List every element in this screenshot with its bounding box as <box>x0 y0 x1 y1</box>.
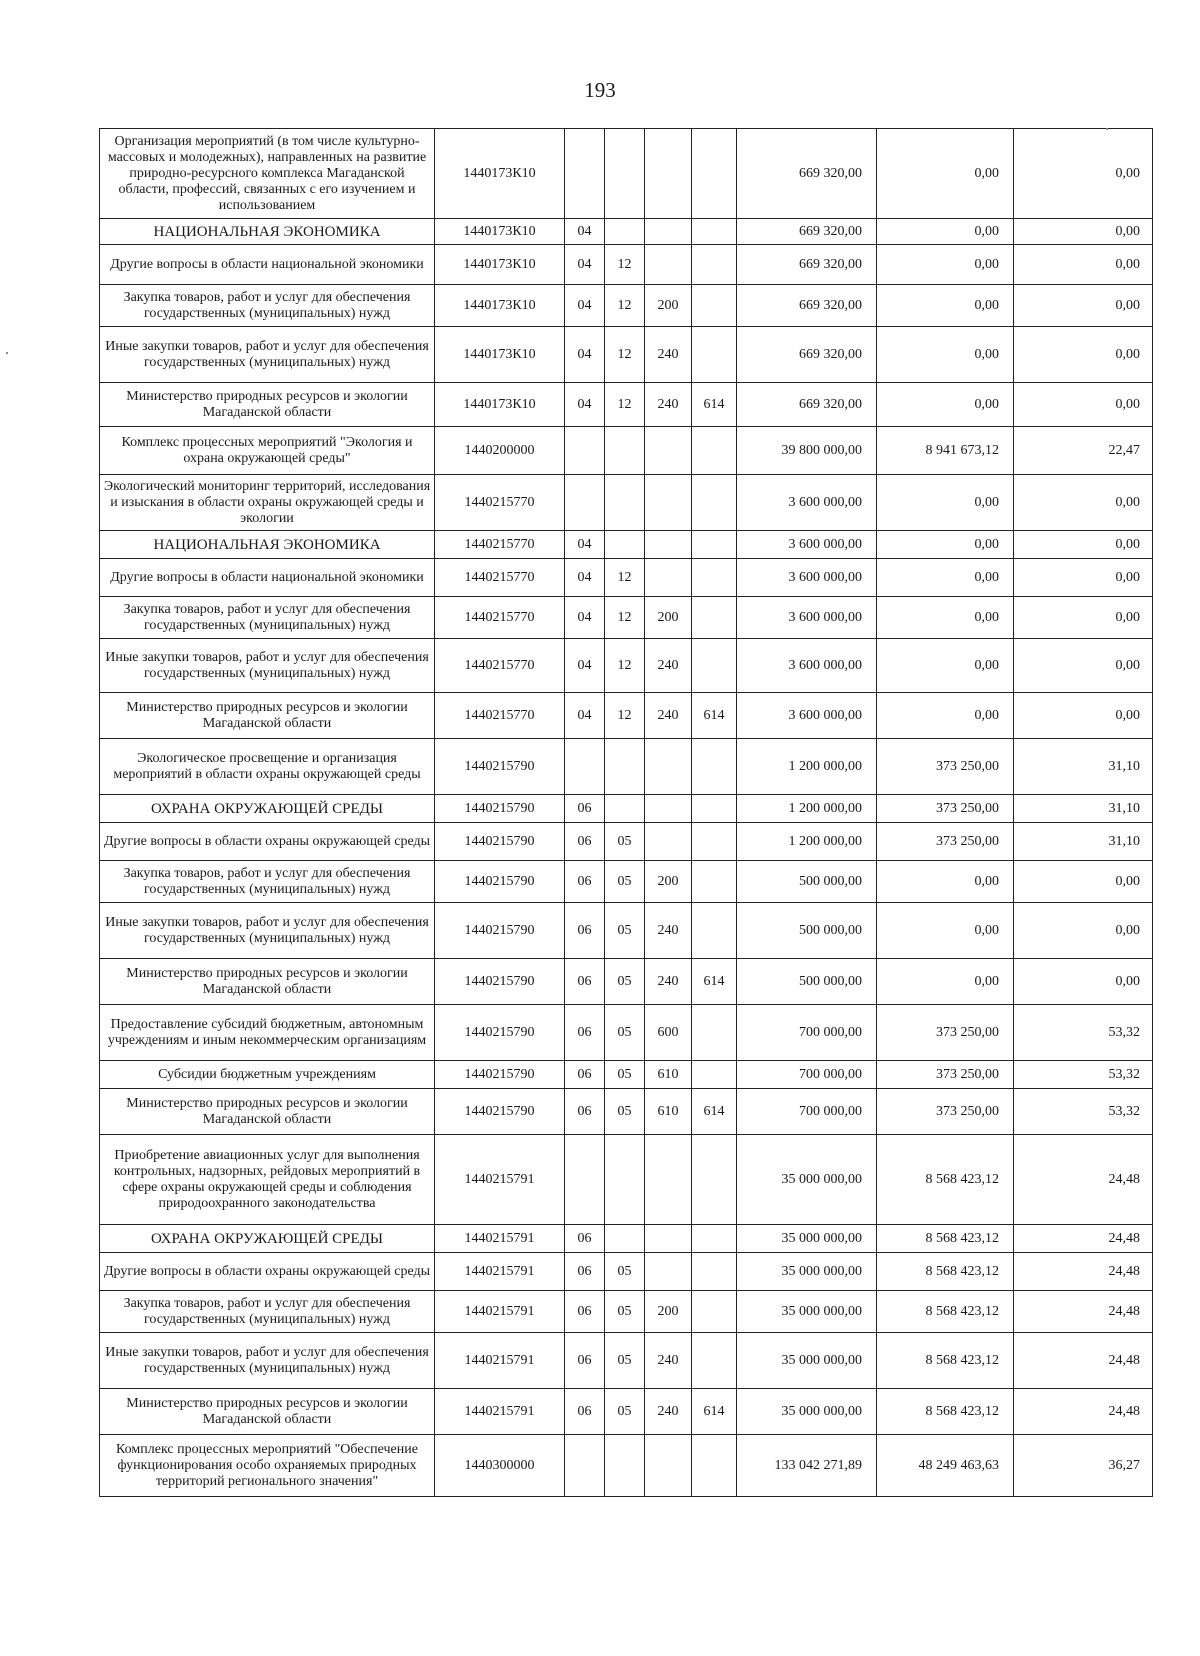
row-name: Министерство природных ресурсов и экологии Магаданской области <box>100 1089 435 1135</box>
execution-percent: 24,48 <box>1014 1253 1153 1291</box>
target-code: 1440215770 <box>435 693 565 739</box>
planned-amount: 3 600 000,00 <box>737 597 877 639</box>
section-code: 04 <box>565 327 605 383</box>
subsection-code <box>605 427 645 475</box>
planned-amount: 3 600 000,00 <box>737 693 877 739</box>
subsection-code: 12 <box>605 245 645 285</box>
table-row <box>100 1435 1153 1497</box>
section-code: 04 <box>565 383 605 427</box>
executed-amount: 0,00 <box>877 285 1014 327</box>
row-name: Комплекс процессных мероприятий "Обеспечение функционирования особо охраняемых природных территорий регионального значения" <box>100 1435 435 1497</box>
execution-percent: 24,48 <box>1014 1291 1153 1333</box>
executed-amount: 0,00 <box>877 219 1014 245</box>
section-code: 06 <box>565 1333 605 1389</box>
executed-amount: 373 250,00 <box>877 739 1014 795</box>
subsection-code: 05 <box>605 1253 645 1291</box>
executed-amount: 0,00 <box>877 559 1014 597</box>
executed-amount: 0,00 <box>877 245 1014 285</box>
expense-type-code: 240 <box>645 1389 692 1435</box>
subsection-code: 05 <box>605 1005 645 1061</box>
executed-amount: 8 941 673,12 <box>877 427 1014 475</box>
row-name: ОХРАНА ОКРУЖАЮЩЕЙ СРЕДЫ <box>100 795 435 823</box>
section-code <box>565 475 605 531</box>
planned-amount: 500 000,00 <box>737 861 877 903</box>
subsection-code <box>605 1135 645 1225</box>
executed-amount: 8 568 423,12 <box>877 1291 1014 1333</box>
row-name: Другие вопросы в области охраны окружающей среды <box>100 1253 435 1291</box>
executed-amount: 373 250,00 <box>877 1005 1014 1061</box>
expense-type-code: 240 <box>645 693 692 739</box>
row-name: Министерство природных ресурсов и экологии Магаданской области <box>100 1389 435 1435</box>
admin-code: 614 <box>692 959 737 1005</box>
execution-percent: 53,32 <box>1014 1005 1153 1061</box>
target-code: 1440215791 <box>435 1135 565 1225</box>
planned-amount: 39 800 000,00 <box>737 427 877 475</box>
planned-amount: 669 320,00 <box>737 383 877 427</box>
row-name: Другие вопросы в области национальной экономики <box>100 245 435 285</box>
execution-percent: 0,00 <box>1014 861 1153 903</box>
admin-code <box>692 531 737 559</box>
planned-amount: 669 320,00 <box>737 285 877 327</box>
admin-code <box>692 739 737 795</box>
section-code: 06 <box>565 1291 605 1333</box>
executed-amount: 0,00 <box>877 959 1014 1005</box>
subsection-code: 12 <box>605 285 645 327</box>
planned-amount: 35 000 000,00 <box>737 1225 877 1253</box>
planned-amount: 35 000 000,00 <box>737 1253 877 1291</box>
row-name: Другие вопросы в области охраны окружающей среды <box>100 823 435 861</box>
admin-code <box>692 1061 737 1089</box>
execution-percent: 0,00 <box>1014 245 1153 285</box>
subsection-code <box>605 129 645 219</box>
executed-amount: 0,00 <box>877 129 1014 219</box>
executed-amount: 8 568 423,12 <box>877 1389 1014 1435</box>
row-name: Иные закупки товаров, работ и услуг для обеспечения государственных (муниципальных) нужд <box>100 1333 435 1389</box>
table-row <box>100 531 1153 559</box>
planned-amount: 35 000 000,00 <box>737 1333 877 1389</box>
target-code: 1440215790 <box>435 1005 565 1061</box>
planned-amount: 133 042 271,89 <box>737 1435 877 1497</box>
row-name: Комплекс процессных мероприятий "Экология и охрана окружающей среды" <box>100 427 435 475</box>
table-row <box>100 739 1153 795</box>
expense-type-code <box>645 1435 692 1497</box>
expense-type-code: 600 <box>645 1005 692 1061</box>
row-name: Иные закупки товаров, работ и услуг для обеспечения государственных (муниципальных) нужд <box>100 327 435 383</box>
executed-amount: 0,00 <box>877 693 1014 739</box>
planned-amount: 700 000,00 <box>737 1089 877 1135</box>
execution-percent: 0,00 <box>1014 597 1153 639</box>
table-row <box>100 823 1153 861</box>
execution-percent: 31,10 <box>1014 739 1153 795</box>
target-code: 1440215770 <box>435 597 565 639</box>
target-code: 1440215791 <box>435 1225 565 1253</box>
section-code: 04 <box>565 531 605 559</box>
execution-percent: 0,00 <box>1014 129 1153 219</box>
table-row <box>100 427 1153 475</box>
subsection-code: 12 <box>605 597 645 639</box>
section-code: 04 <box>565 285 605 327</box>
section-code: 06 <box>565 1225 605 1253</box>
admin-code <box>692 1005 737 1061</box>
admin-code: 614 <box>692 1389 737 1435</box>
table-row <box>100 1135 1153 1225</box>
row-name: Субсидии бюджетным учреждениям <box>100 1061 435 1089</box>
section-code: 06 <box>565 959 605 1005</box>
target-code: 1440215790 <box>435 861 565 903</box>
subsection-code: 05 <box>605 1389 645 1435</box>
target-code: 1440173К10 <box>435 245 565 285</box>
expense-type-code: 200 <box>645 861 692 903</box>
target-code: 1440215790 <box>435 795 565 823</box>
row-name: Приобретение авиационных услуг для выполнения контрольных, надзорных, рейдовых мероприятий в сфере охраны окружающей среды и соблюдения природоохранного законодательства <box>100 1135 435 1225</box>
executed-amount: 0,00 <box>877 531 1014 559</box>
expense-type-code: 610 <box>645 1089 692 1135</box>
section-code: 06 <box>565 1389 605 1435</box>
subsection-code <box>605 475 645 531</box>
section-code: 06 <box>565 823 605 861</box>
execution-percent: 53,32 <box>1014 1061 1153 1089</box>
section-code: 04 <box>565 693 605 739</box>
executed-amount: 0,00 <box>877 383 1014 427</box>
expense-type-code <box>645 219 692 245</box>
table-row <box>100 1005 1153 1061</box>
execution-percent: 0,00 <box>1014 327 1153 383</box>
execution-percent: 24,48 <box>1014 1333 1153 1389</box>
executed-amount: 373 250,00 <box>877 1061 1014 1089</box>
expense-type-code: 200 <box>645 285 692 327</box>
subsection-code <box>605 531 645 559</box>
admin-code <box>692 639 737 693</box>
subsection-code <box>605 739 645 795</box>
table-row <box>100 383 1153 427</box>
page-number: 193 <box>584 78 616 102</box>
subsection-code: 05 <box>605 1291 645 1333</box>
admin-code <box>692 427 737 475</box>
execution-percent: 0,00 <box>1014 531 1153 559</box>
scan-speck <box>1106 128 1108 130</box>
subsection-code <box>605 1435 645 1497</box>
target-code: 1440215790 <box>435 1089 565 1135</box>
expense-type-code: 240 <box>645 383 692 427</box>
admin-code <box>692 129 737 219</box>
expense-type-code <box>645 559 692 597</box>
subsection-code: 05 <box>605 823 645 861</box>
planned-amount: 700 000,00 <box>737 1061 877 1089</box>
target-code: 1440215791 <box>435 1389 565 1435</box>
subsection-code <box>605 1225 645 1253</box>
executed-amount: 0,00 <box>877 903 1014 959</box>
execution-percent: 0,00 <box>1014 693 1153 739</box>
row-name: Другие вопросы в области национальной экономики <box>100 559 435 597</box>
subsection-code: 12 <box>605 559 645 597</box>
expense-type-code <box>645 795 692 823</box>
target-code: 1440215791 <box>435 1253 565 1291</box>
target-code: 1440173К10 <box>435 219 565 245</box>
executed-amount: 8 568 423,12 <box>877 1135 1014 1225</box>
admin-code <box>692 559 737 597</box>
subsection-code: 05 <box>605 861 645 903</box>
section-code: 06 <box>565 861 605 903</box>
execution-percent: 0,00 <box>1014 475 1153 531</box>
admin-code <box>692 245 737 285</box>
table-row <box>100 219 1153 245</box>
planned-amount: 500 000,00 <box>737 959 877 1005</box>
target-code: 1440215770 <box>435 475 565 531</box>
expense-type-code: 610 <box>645 1061 692 1089</box>
table-row <box>100 559 1153 597</box>
row-name: Министерство природных ресурсов и экологии Магаданской области <box>100 959 435 1005</box>
table-row <box>100 245 1153 285</box>
expense-type-code: 200 <box>645 597 692 639</box>
planned-amount: 500 000,00 <box>737 903 877 959</box>
section-code <box>565 739 605 795</box>
planned-amount: 35 000 000,00 <box>737 1135 877 1225</box>
section-code: 04 <box>565 639 605 693</box>
admin-code: 614 <box>692 383 737 427</box>
target-code: 1440173К10 <box>435 285 565 327</box>
section-code: 06 <box>565 1089 605 1135</box>
section-code: 04 <box>565 597 605 639</box>
admin-code <box>692 1135 737 1225</box>
executed-amount: 0,00 <box>877 327 1014 383</box>
planned-amount: 1 200 000,00 <box>737 823 877 861</box>
execution-percent: 0,00 <box>1014 639 1153 693</box>
target-code: 1440215770 <box>435 639 565 693</box>
row-name: Министерство природных ресурсов и экологии Магаданской области <box>100 383 435 427</box>
table-row <box>100 475 1153 531</box>
planned-amount: 35 000 000,00 <box>737 1291 877 1333</box>
target-code: 1440300000 <box>435 1435 565 1497</box>
table-row <box>100 795 1153 823</box>
admin-code <box>692 1225 737 1253</box>
subsection-code: 05 <box>605 903 645 959</box>
section-code: 04 <box>565 219 605 245</box>
planned-amount: 669 320,00 <box>737 129 877 219</box>
execution-percent: 31,10 <box>1014 823 1153 861</box>
row-name: Закупка товаров, работ и услуг для обеспечения государственных (муниципальных) нужд <box>100 1291 435 1333</box>
execution-percent: 0,00 <box>1014 383 1153 427</box>
admin-code <box>692 1333 737 1389</box>
expense-type-code <box>645 739 692 795</box>
row-name: ОХРАНА ОКРУЖАЮЩЕЙ СРЕДЫ <box>100 1225 435 1253</box>
planned-amount: 1 200 000,00 <box>737 739 877 795</box>
table-row <box>100 861 1153 903</box>
executed-amount: 48 249 463,63 <box>877 1435 1014 1497</box>
executed-amount: 0,00 <box>877 597 1014 639</box>
admin-code <box>692 1435 737 1497</box>
executed-amount: 0,00 <box>877 639 1014 693</box>
execution-percent: 0,00 <box>1014 903 1153 959</box>
planned-amount: 3 600 000,00 <box>737 475 877 531</box>
table-row <box>100 903 1153 959</box>
subsection-code: 12 <box>605 639 645 693</box>
expense-type-code: 240 <box>645 1333 692 1389</box>
section-code <box>565 129 605 219</box>
expense-type-code <box>645 475 692 531</box>
section-code <box>565 427 605 475</box>
target-code: 1440215770 <box>435 531 565 559</box>
section-code: 06 <box>565 1061 605 1089</box>
executed-amount: 0,00 <box>877 861 1014 903</box>
executed-amount: 8 568 423,12 <box>877 1253 1014 1291</box>
execution-percent: 0,00 <box>1014 559 1153 597</box>
expense-type-code: 240 <box>645 327 692 383</box>
admin-code <box>692 861 737 903</box>
target-code: 1440173К10 <box>435 327 565 383</box>
expense-type-code: 240 <box>645 639 692 693</box>
section-code <box>565 1135 605 1225</box>
subsection-code <box>605 219 645 245</box>
expense-type-code <box>645 531 692 559</box>
subsection-code <box>605 795 645 823</box>
expense-type-code <box>645 245 692 285</box>
execution-percent: 24,48 <box>1014 1389 1153 1435</box>
expense-type-code: 200 <box>645 1291 692 1333</box>
admin-code <box>692 597 737 639</box>
table-row <box>100 327 1153 383</box>
row-name: Закупка товаров, работ и услуг для обеспечения государственных (муниципальных) нужд <box>100 861 435 903</box>
admin-code <box>692 1253 737 1291</box>
section-code <box>565 1435 605 1497</box>
execution-percent: 53,32 <box>1014 1089 1153 1135</box>
executed-amount: 373 250,00 <box>877 1089 1014 1135</box>
planned-amount: 669 320,00 <box>737 327 877 383</box>
admin-code <box>692 823 737 861</box>
execution-percent: 0,00 <box>1014 959 1153 1005</box>
section-code: 06 <box>565 903 605 959</box>
execution-percent: 24,48 <box>1014 1225 1153 1253</box>
planned-amount: 35 000 000,00 <box>737 1389 877 1435</box>
planned-amount: 3 600 000,00 <box>737 531 877 559</box>
target-code: 1440215790 <box>435 739 565 795</box>
expense-type-code <box>645 427 692 475</box>
planned-amount: 669 320,00 <box>737 219 877 245</box>
row-name: НАЦИОНАЛЬНАЯ ЭКОНОМИКА <box>100 531 435 559</box>
table-row <box>100 959 1153 1005</box>
admin-code <box>692 1291 737 1333</box>
executed-amount: 0,00 <box>877 475 1014 531</box>
row-name: Предоставление субсидий бюджетным, автономным учреждениям и иным некоммерческим организациям <box>100 1005 435 1061</box>
expense-type-code: 240 <box>645 903 692 959</box>
table-row <box>100 639 1153 693</box>
subsection-code: 05 <box>605 1089 645 1135</box>
executed-amount: 8 568 423,12 <box>877 1225 1014 1253</box>
subsection-code: 12 <box>605 327 645 383</box>
subsection-code: 12 <box>605 383 645 427</box>
section-code: 06 <box>565 795 605 823</box>
executed-amount: 373 250,00 <box>877 823 1014 861</box>
target-code: 1440173К10 <box>435 129 565 219</box>
planned-amount: 1 200 000,00 <box>737 795 877 823</box>
table-row <box>100 1253 1153 1291</box>
budget-table <box>99 128 1153 1497</box>
subsection-code: 05 <box>605 1061 645 1089</box>
execution-percent: 0,00 <box>1014 219 1153 245</box>
execution-percent: 31,10 <box>1014 795 1153 823</box>
admin-code: 614 <box>692 1089 737 1135</box>
admin-code <box>692 795 737 823</box>
row-name: Экологическое просвещение и организация мероприятий в области охраны окружающей среды <box>100 739 435 795</box>
admin-code: 614 <box>692 693 737 739</box>
planned-amount: 3 600 000,00 <box>737 639 877 693</box>
table-row <box>100 693 1153 739</box>
execution-percent: 0,00 <box>1014 285 1153 327</box>
target-code: 1440215791 <box>435 1291 565 1333</box>
table-row <box>100 1089 1153 1135</box>
section-code: 06 <box>565 1253 605 1291</box>
admin-code <box>692 285 737 327</box>
row-name: Организация мероприятий (в том числе культурно-массовых и молодежных), направленных на развитие природно-ресурсного комплекса Магаданской области, профессий, связанных с его изучением и использованием <box>100 129 435 219</box>
target-code: 1440173К10 <box>435 383 565 427</box>
table-row <box>100 129 1153 219</box>
table-row <box>100 1291 1153 1333</box>
row-name: Иные закупки товаров, работ и услуг для обеспечения государственных (муниципальных) нужд <box>100 639 435 693</box>
expense-type-code <box>645 1253 692 1291</box>
admin-code <box>692 219 737 245</box>
admin-code <box>692 903 737 959</box>
expense-type-code <box>645 129 692 219</box>
row-name: Экологический мониторинг территорий, исследования и изыскания в области охраны окружающей среды и экологии <box>100 475 435 531</box>
section-code: 04 <box>565 245 605 285</box>
target-code: 1440215790 <box>435 903 565 959</box>
admin-code <box>692 475 737 531</box>
row-name: Закупка товаров, работ и услуг для обеспечения государственных (муниципальных) нужд <box>100 285 435 327</box>
execution-percent: 36,27 <box>1014 1435 1153 1497</box>
target-code: 1440215770 <box>435 559 565 597</box>
row-name: Иные закупки товаров, работ и услуг для обеспечения государственных (муниципальных) нужд <box>100 903 435 959</box>
expense-type-code <box>645 1135 692 1225</box>
table-row <box>100 1389 1153 1435</box>
table-row <box>100 1061 1153 1089</box>
row-name: Министерство природных ресурсов и экологии Магаданской области <box>100 693 435 739</box>
expense-type-code <box>645 823 692 861</box>
admin-code <box>692 327 737 383</box>
expense-type-code: 240 <box>645 959 692 1005</box>
target-code: 1440200000 <box>435 427 565 475</box>
scan-speck <box>6 352 8 354</box>
section-code: 04 <box>565 559 605 597</box>
subsection-code: 05 <box>605 1333 645 1389</box>
executed-amount: 8 568 423,12 <box>877 1333 1014 1389</box>
target-code: 1440215790 <box>435 1061 565 1089</box>
planned-amount: 700 000,00 <box>737 1005 877 1061</box>
expense-type-code <box>645 1225 692 1253</box>
target-code: 1440215790 <box>435 823 565 861</box>
planned-amount: 669 320,00 <box>737 245 877 285</box>
target-code: 1440215791 <box>435 1333 565 1389</box>
planned-amount: 3 600 000,00 <box>737 559 877 597</box>
executed-amount: 373 250,00 <box>877 795 1014 823</box>
subsection-code: 12 <box>605 693 645 739</box>
execution-percent: 22,47 <box>1014 427 1153 475</box>
row-name: НАЦИОНАЛЬНАЯ ЭКОНОМИКА <box>100 219 435 245</box>
row-name: Закупка товаров, работ и услуг для обеспечения государственных (муниципальных) нужд <box>100 597 435 639</box>
section-code: 06 <box>565 1005 605 1061</box>
table-row <box>100 1225 1153 1253</box>
table-row <box>100 285 1153 327</box>
execution-percent: 24,48 <box>1014 1135 1153 1225</box>
table-row <box>100 1333 1153 1389</box>
table-row <box>100 597 1153 639</box>
subsection-code: 05 <box>605 959 645 1005</box>
target-code: 1440215790 <box>435 959 565 1005</box>
table-body <box>100 129 1153 1497</box>
